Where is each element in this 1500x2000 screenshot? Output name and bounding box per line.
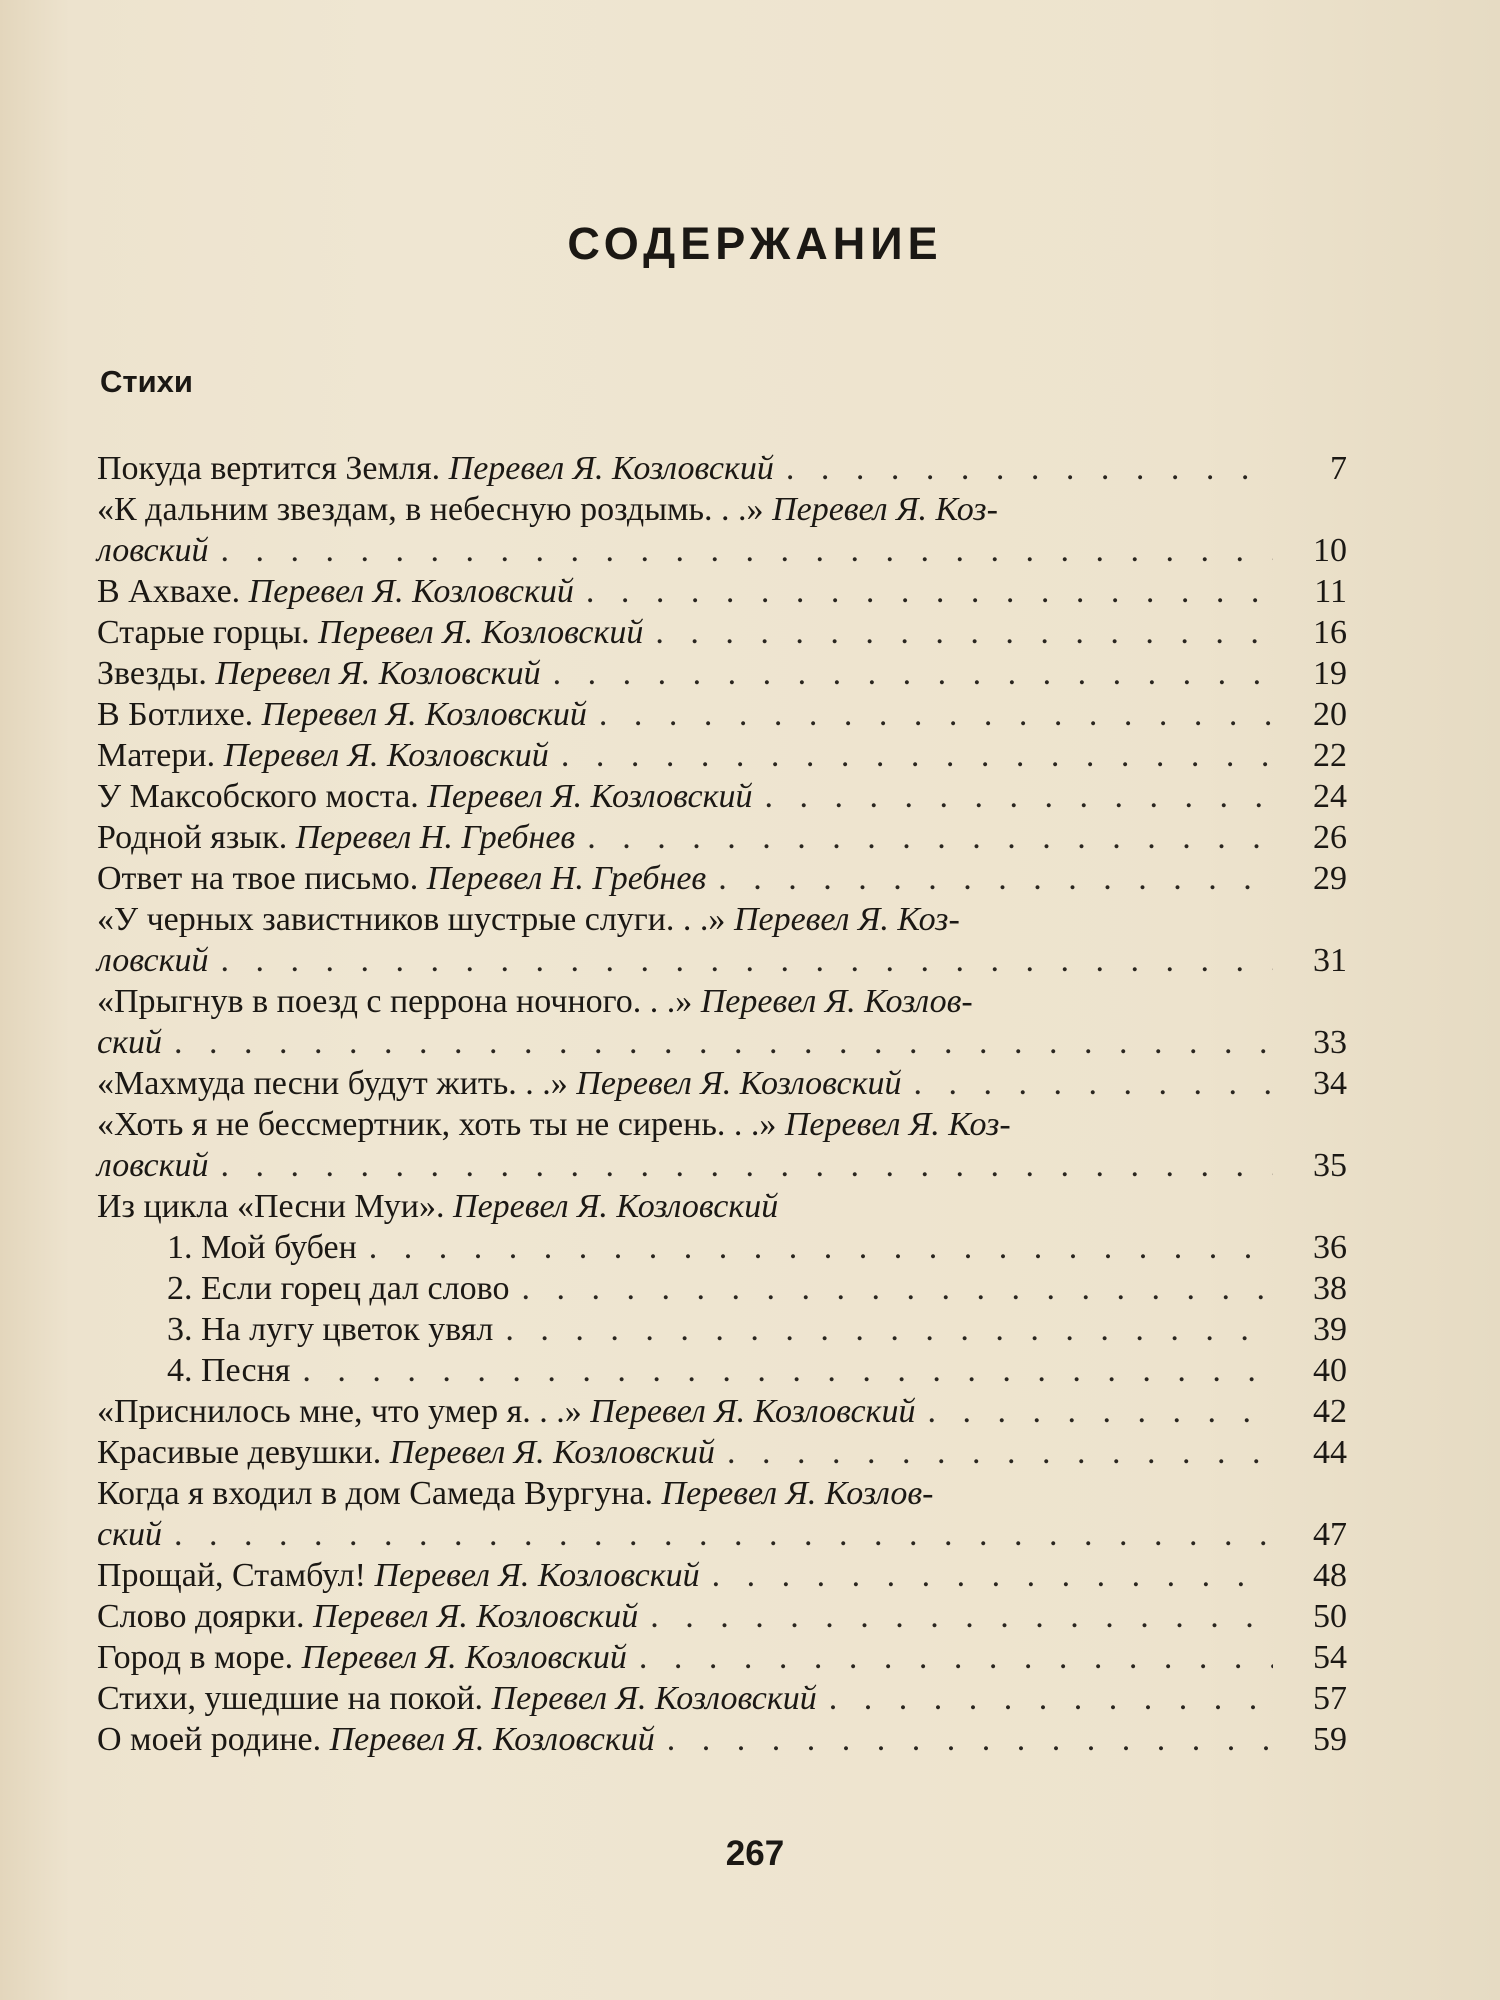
dot-leader [357, 1227, 1273, 1268]
toc-entry-page: 36 [1313, 1229, 1347, 1266]
toc-entry [97, 653, 1347, 694]
toc-entry-text [97, 858, 706, 899]
toc-entry [97, 1473, 1347, 1514]
dot-leader [574, 571, 1273, 612]
toc-entry [97, 694, 1347, 735]
toc-entry-text [97, 448, 774, 489]
toc-entry-text [97, 653, 541, 694]
toc-entry-title: 4. Песня [167, 1352, 291, 1389]
toc-entry-translator: Перевел Я. Козловский [427, 778, 753, 815]
toc-entry-title: «Приснилось мне, что умер я. . .» [97, 1393, 582, 1430]
toc-entry [97, 1596, 1347, 1637]
toc-entry [97, 1309, 1347, 1350]
toc-entry [97, 1145, 1347, 1186]
toc-entry [97, 940, 1347, 981]
toc-entry-translator: Перевел Я. Козловский [389, 1434, 715, 1471]
toc-entry [97, 1350, 1347, 1391]
toc-entry-title: В Ботлихе. [97, 696, 254, 733]
toc-entry-text [97, 776, 752, 817]
toc-entry-title: Прощай, Стамбул! [97, 1557, 366, 1594]
toc-entry-title: Красивые девушки. [97, 1434, 382, 1471]
toc-entry-title: 1. Мой бубен [167, 1229, 357, 1266]
toc-entry-title: У Максобского моста. [97, 778, 419, 815]
dot-leader [706, 858, 1273, 899]
toc-entry-text [97, 1678, 817, 1719]
toc-entry-page: 31 [1313, 942, 1347, 979]
toc-entry-translator: Перевел Я. Козлов- [661, 1475, 934, 1512]
toc-entry-page: 10 [1313, 532, 1347, 569]
toc-entry-title: О моей родине. [97, 1721, 322, 1758]
toc-entry-translator: Перевел Я. Козловский [215, 655, 541, 692]
toc-entry-text [97, 1186, 778, 1227]
toc-entry-translator: Перевел Я. Козловский [318, 614, 644, 651]
toc-entry [97, 1678, 1347, 1719]
toc-entry-translator: Перевел Я. Коз- [733, 901, 960, 938]
dot-leader [209, 940, 1273, 981]
toc-entry-text [97, 1473, 934, 1514]
toc-entry-translator: Перевел Я. Козловский [491, 1680, 817, 1717]
dot-leader [509, 1268, 1273, 1309]
toc-entry-text [97, 1104, 1011, 1145]
toc-entry-page: 22 [1313, 737, 1347, 774]
toc-entry-translator: ский [97, 1024, 162, 1061]
toc-entry-page: 26 [1313, 819, 1347, 856]
toc-entry-translator: Перевел Я. Козловский [576, 1065, 902, 1102]
toc-entry [97, 981, 1347, 1022]
toc-entry [97, 530, 1347, 571]
toc-entry-page: 39 [1313, 1311, 1347, 1348]
toc-entry-text [97, 1022, 162, 1063]
toc-entry-page: 59 [1313, 1721, 1347, 1758]
toc-entry-title: Старые горцы. [97, 614, 310, 651]
dot-leader [575, 817, 1273, 858]
dot-leader [627, 1637, 1273, 1678]
toc-entry-text [97, 1514, 162, 1555]
toc-entry-title: «К дальним звездам, в небесную роздымь. . .» [97, 491, 764, 528]
toc-entry-title: «Прыгнув в поезд с перрона ночного. . .» [97, 983, 693, 1020]
toc-entry [97, 1514, 1347, 1555]
toc-entry [97, 1104, 1347, 1145]
table-of-contents [97, 448, 1347, 1760]
toc-entry-title: «Хоть я не бессмертник, хоть ты не сирень. . .» [97, 1106, 777, 1143]
toc-entry [97, 489, 1347, 530]
toc-entry-text [97, 612, 643, 653]
page-title: СОДЕРЖАНИЕ [567, 218, 943, 269]
toc-entry-page: 38 [1313, 1270, 1347, 1307]
dot-leader [209, 1145, 1273, 1186]
toc-entry-page: 24 [1313, 778, 1347, 815]
toc-entry-text [97, 1555, 700, 1596]
toc-entry-title: Покуда вертится Земля. [97, 450, 441, 487]
toc-entry-title: Стихи, ушедшие на покой. [97, 1680, 484, 1717]
toc-entry-title: В Ахвахе. [97, 573, 241, 610]
dot-leader [700, 1555, 1273, 1596]
toc-entry [97, 1186, 1347, 1227]
section-heading: Стихи [100, 364, 193, 399]
toc-entry [97, 448, 1347, 489]
dot-leader [493, 1309, 1273, 1350]
toc-entry [97, 776, 1347, 817]
dot-leader [817, 1678, 1273, 1719]
toc-entry-text [167, 1309, 493, 1350]
toc-entry-page: 29 [1313, 860, 1347, 897]
toc-entry-translator: Перевел Я. Козловский [261, 696, 587, 733]
dot-leader [162, 1022, 1273, 1063]
toc-entry-text [97, 817, 575, 858]
toc-entry [97, 1719, 1347, 1760]
toc-entry-translator: Перевел Я. Козлов- [700, 983, 973, 1020]
toc-entry-text [97, 530, 209, 571]
toc-entry-page: 7 [1330, 450, 1347, 487]
toc-entry [97, 1063, 1347, 1104]
dot-leader [587, 694, 1273, 735]
toc-entry-page: 20 [1313, 696, 1347, 733]
toc-entry-page: 44 [1313, 1434, 1347, 1471]
toc-entry [97, 1268, 1347, 1309]
toc-entry-text [97, 1596, 638, 1637]
toc-entry-text [97, 981, 973, 1022]
dot-leader [915, 1391, 1273, 1432]
toc-entry-text [167, 1227, 357, 1268]
toc-entry-translator: Перевел Я. Коз- [784, 1106, 1011, 1143]
toc-entry-translator: ловский [97, 942, 209, 979]
toc-entry [97, 1391, 1347, 1432]
toc-entry-translator: ловский [97, 532, 209, 569]
toc-entry-text [97, 735, 549, 776]
dot-leader [902, 1063, 1274, 1104]
dot-leader [643, 612, 1273, 653]
toc-entry-page: 19 [1313, 655, 1347, 692]
toc-entry-translator: Перевел Я. Козловский [453, 1188, 779, 1225]
toc-entry-page: 47 [1313, 1516, 1347, 1553]
toc-entry-text [167, 1350, 290, 1391]
toc-entry-title: «Махмуда песни будут жить. . .» [97, 1065, 568, 1102]
toc-entry-translator: Перевел Я. Козловский [374, 1557, 700, 1594]
toc-entry-page: 16 [1313, 614, 1347, 651]
toc-entry-translator: Перевел Я. Козловский [329, 1721, 655, 1758]
dot-leader [290, 1350, 1273, 1391]
toc-entry-page: 57 [1313, 1680, 1347, 1717]
toc-entry-page: 34 [1313, 1065, 1347, 1102]
toc-entry-title: 3. На лугу цветок увял [167, 1311, 494, 1348]
toc-entry-text [97, 899, 960, 940]
toc-entry-page: 35 [1313, 1147, 1347, 1184]
toc-entry-text [97, 1637, 627, 1678]
toc-entry-translator: Перевел Н. Гребнев [426, 860, 707, 897]
toc-entry-translator: Перевел Я. Коз- [772, 491, 998, 528]
dot-leader [549, 735, 1273, 776]
toc-entry-page: 40 [1313, 1352, 1347, 1389]
toc-entry-translator: ловский [97, 1147, 209, 1184]
toc-entry [97, 899, 1347, 940]
toc-entry-page: 42 [1313, 1393, 1347, 1430]
toc-entry-title: 2. Если горец дал слово [167, 1270, 510, 1307]
toc-entry [97, 1227, 1347, 1268]
toc-entry [97, 817, 1347, 858]
dot-leader [774, 448, 1273, 489]
toc-entry-text [97, 1063, 902, 1104]
page-number: 267 [725, 1834, 785, 1873]
toc-entry-title: Родной язык. [97, 819, 288, 856]
toc-entry-title: Слово доярки. [97, 1598, 305, 1635]
toc-entry-title: Из цикла «Песни Муи». [97, 1188, 445, 1225]
dot-leader [752, 776, 1273, 817]
toc-entry-translator: Перевел Я. Козловский [448, 450, 774, 487]
toc-entry-text [97, 1719, 655, 1760]
toc-entry-title: Звезды. [97, 655, 207, 692]
toc-entry [97, 1432, 1347, 1473]
toc-entry [97, 1555, 1347, 1596]
toc-entry-translator: Перевел Я. Козловский [301, 1639, 627, 1676]
dot-leader [541, 653, 1273, 694]
toc-entry-title: «У черных завистников шустрые слуги. . .» [97, 901, 726, 938]
toc-entry-page: 54 [1313, 1639, 1347, 1676]
toc-entry-page: 50 [1313, 1598, 1347, 1635]
toc-entry-translator: ский [97, 1516, 162, 1553]
toc-entry [97, 612, 1347, 653]
toc-entry-text [97, 489, 998, 530]
toc-entry-text [97, 1145, 209, 1186]
toc-entry-text [97, 1432, 715, 1473]
dot-leader [715, 1432, 1273, 1473]
toc-entry-title: Ответ на твое письмо. [97, 860, 419, 897]
toc-entry-page: 33 [1313, 1024, 1347, 1061]
toc-entry-translator: Перевел Я. Козловский [312, 1598, 639, 1635]
toc-entry-translator: Перевел Я. Козловский [590, 1393, 916, 1430]
toc-entry-translator: Перевел Я. Козловский [248, 573, 574, 610]
toc-entry [97, 571, 1347, 612]
toc-entry-translator: Перевел Н. Гребнев [295, 819, 576, 856]
toc-entry-title: Когда я входил в дом Самеда Вургуна. [97, 1475, 654, 1512]
dot-leader [162, 1514, 1273, 1555]
toc-entry-text [97, 571, 574, 612]
toc-entry [97, 858, 1347, 899]
toc-entry-text [97, 1391, 915, 1432]
toc-entry [97, 735, 1347, 776]
dot-leader [638, 1596, 1273, 1637]
toc-entry-text [97, 940, 209, 981]
toc-entry-title: Матери. [97, 737, 216, 774]
toc-entry-page: 48 [1313, 1557, 1347, 1594]
dot-leader [209, 530, 1273, 571]
toc-entry [97, 1637, 1347, 1678]
toc-entry [97, 1022, 1347, 1063]
toc-entry-page: 11 [1314, 573, 1347, 610]
toc-entry-title: Город в море. [97, 1639, 294, 1676]
dot-leader [655, 1719, 1273, 1760]
toc-entry-text [97, 694, 587, 735]
toc-entry-translator: Перевел Я. Козловский [223, 737, 549, 774]
toc-entry-text [167, 1268, 509, 1309]
